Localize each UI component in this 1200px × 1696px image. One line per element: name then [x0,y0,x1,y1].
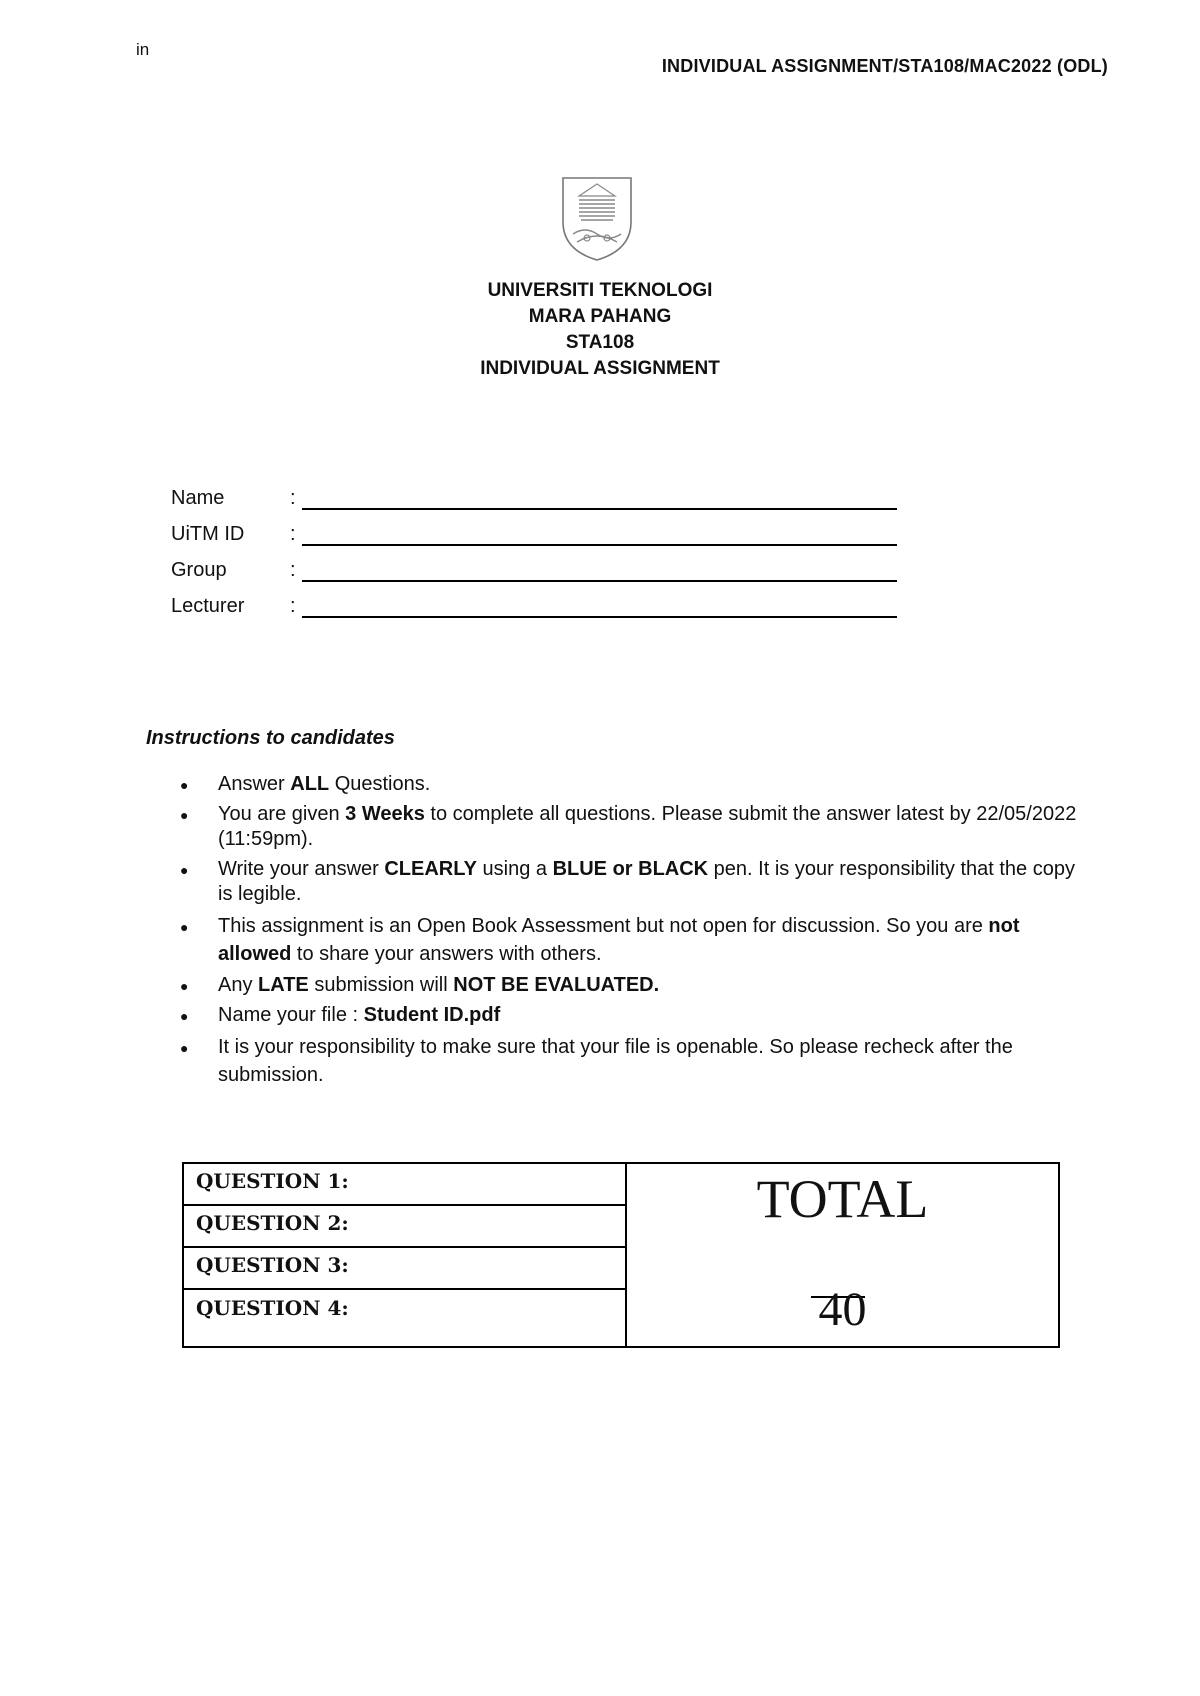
lecturer-colon: : [290,595,296,617]
instruction-item: ● Name your file : Student ID.pdf [180,1003,1080,1028]
uitm-id-colon: : [290,523,296,545]
assignment-title: INDIVIDUAL ASSIGNMENT [480,358,720,379]
question-4-cell[interactable]: QUESTION 4: [196,1296,349,1320]
question-1-cell[interactable]: QUESTION 1: [184,1164,625,1206]
filled-circle-bullet-icon: ● [180,978,189,994]
group-colon: : [290,559,296,581]
lecturer-label: Lecturer [171,595,245,617]
total-label: TOTAL [756,1169,929,1229]
university-name-line-2: MARA PAHANG [528,306,672,327]
group-label: Group [171,559,227,581]
total-cell[interactable] [627,1164,1058,1346]
title-block [0,278,1200,382]
group-field[interactable] [171,555,931,591]
name-label: Name [171,487,225,509]
name-field[interactable] [171,483,931,519]
instruction-item: ● Any LATE submission will NOT BE EVALUATED. [180,973,1080,998]
filled-circle-bullet-icon: ● [180,919,189,935]
filled-circle-bullet-icon: ● [180,1008,189,1024]
score-table [182,1162,1060,1348]
question-3-cell[interactable]: QUESTION 3: [184,1248,625,1290]
instruction-item: ● You are given 3 Weeks to complete all questions. Please submit the answer latest by 22/05/2022 (11:59pm). [180,803,1077,850]
document-header-code: INDIVIDUAL ASSIGNMENT/STA108/MAC2022 (ODL) [661,56,1108,76]
instructions-heading: Instructions to candidates [146,727,395,749]
instructions-list [180,772,1080,1094]
filled-circle-bullet-icon: ● [180,777,189,793]
course-code: STA108 [565,332,635,353]
corner-mark: in [136,40,150,59]
filled-circle-bullet-icon: ● [180,807,189,823]
filled-circle-bullet-icon: ● [180,1040,189,1056]
filled-circle-bullet-icon: ● [180,862,189,878]
uitm-id-label: UiTM ID [171,523,245,545]
instruction-item: ● Answer ALL Questions. [180,772,1080,797]
name-colon: : [290,487,296,509]
name-input-line[interactable] [302,508,897,510]
total-out-of: 40 [818,1283,867,1336]
uitm-id-field[interactable] [171,519,931,555]
student-details-form [171,483,931,627]
uitm-id-input-line[interactable] [302,544,897,546]
group-input-line[interactable] [302,580,897,582]
instruction-item: ● Write your answer CLEARLY using a BLUE or BLACK pen. It is your responsibility that the copy is legible. [180,858,1075,905]
question-column [184,1164,627,1346]
lecturer-field[interactable] [171,591,931,627]
lecturer-input-line[interactable] [302,616,897,618]
question-2-cell[interactable]: QUESTION 2: [184,1206,625,1248]
instruction-item: ● It is your responsibility to make sure that your file is openable. So please recheck after the submission. [180,1036,1013,1086]
uitm-crest-icon [557,172,637,264]
instruction-item: ● This assignment is an Open Book Assessment but not open for discussion. So you are not allowed to share your answers with others. [180,915,1020,965]
university-name-line-1: UNIVERSITI TEKNOLOGI [487,280,713,301]
